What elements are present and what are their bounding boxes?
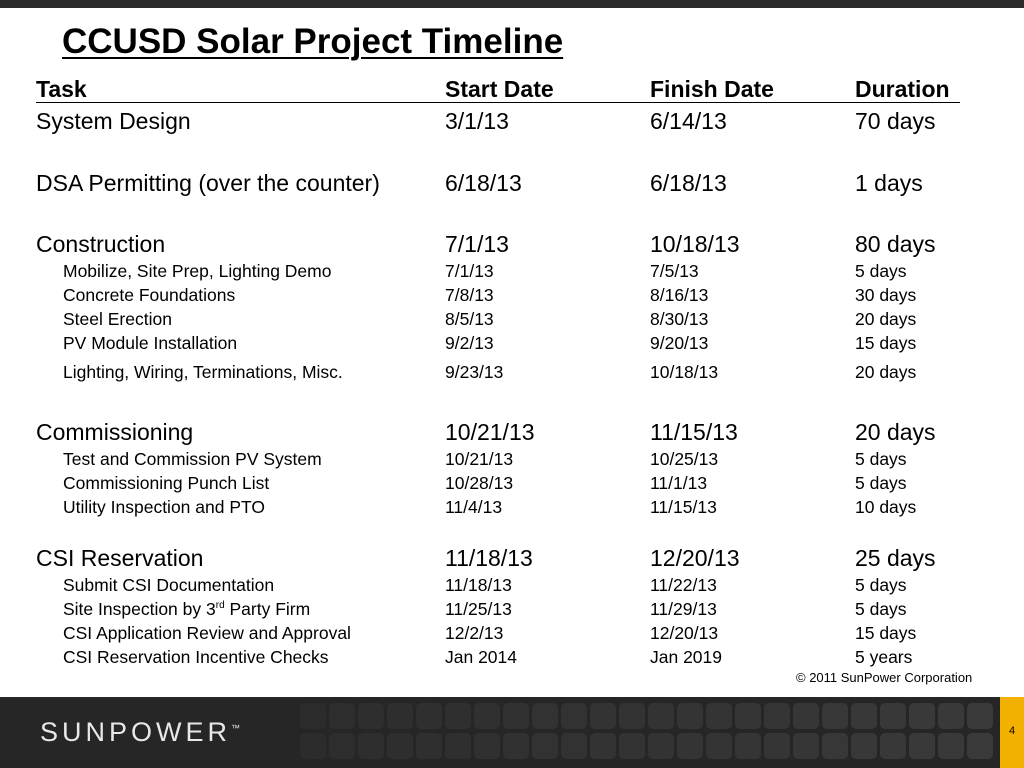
task-cell: DSA Permitting (over the counter) <box>36 170 380 196</box>
task-cell: Commissioning <box>36 419 194 445</box>
solar-cell <box>793 703 819 729</box>
solar-cell <box>532 733 558 759</box>
start-cell: 9/2/13 <box>445 333 494 353</box>
solar-cell <box>677 733 703 759</box>
solar-cell <box>619 733 645 759</box>
solar-cell <box>822 733 848 759</box>
duration-cell: 30 days <box>855 285 917 305</box>
start-cell: 9/23/13 <box>445 362 504 382</box>
start-cell: 7/1/13 <box>445 231 509 257</box>
solar-cell <box>851 733 877 759</box>
solar-cell <box>706 703 732 729</box>
solar-cell <box>764 733 790 759</box>
task-cell: CSI Reservation Incentive Checks <box>63 647 329 667</box>
duration-cell: 5 years <box>855 647 913 667</box>
solar-cell <box>938 733 964 759</box>
finish-cell: 8/30/13 <box>650 309 709 329</box>
solar-cell <box>851 703 877 729</box>
trademark-mark: ™ <box>231 723 241 733</box>
solar-cell <box>938 703 964 729</box>
solar-cell <box>677 703 703 729</box>
header-start-date: Start Date <box>445 76 554 102</box>
duration-cell: 15 days <box>855 623 917 643</box>
start-cell: 12/2/13 <box>445 623 504 643</box>
solar-cell <box>503 733 529 759</box>
task-cell: CSI Reservation <box>36 545 204 571</box>
ordinal-suffix: rd <box>215 600 225 612</box>
solar-cell <box>590 733 616 759</box>
finish-cell: 12/20/13 <box>650 545 740 571</box>
solar-cell <box>822 703 848 729</box>
task-cell: Commissioning Punch List <box>63 473 270 493</box>
finish-cell: 7/5/13 <box>650 261 699 281</box>
duration-cell: 20 days <box>855 419 936 445</box>
start-cell: 7/1/13 <box>445 261 494 281</box>
duration-cell: 20 days <box>855 309 917 329</box>
sunpower-logo <box>40 717 240 748</box>
task-cell: System Design <box>36 108 191 134</box>
solar-cell <box>909 733 935 759</box>
finish-cell: Jan 2019 <box>650 647 723 667</box>
solar-cell <box>735 703 761 729</box>
task-cell: PV Module Installation <box>63 333 238 353</box>
duration-cell: 5 days <box>855 261 907 281</box>
page-number-tab <box>1000 697 1024 768</box>
solar-cell <box>532 703 558 729</box>
start-cell: 10/21/13 <box>445 449 514 469</box>
start-cell: 11/18/13 <box>445 575 512 595</box>
solar-cell <box>793 733 819 759</box>
start-cell: 7/8/13 <box>445 285 494 305</box>
start-cell: 11/4/13 <box>445 497 503 517</box>
finish-cell: 11/15/13 <box>650 497 717 517</box>
header-duration: Duration <box>855 76 950 102</box>
task-cell: Concrete Foundations <box>63 285 236 305</box>
solar-cell <box>561 733 587 759</box>
finish-cell: 6/14/13 <box>650 108 727 134</box>
duration-cell: 80 days <box>855 231 936 257</box>
solar-cell <box>416 703 442 729</box>
solar-cell <box>561 703 587 729</box>
task-cell: Utility Inspection and PTO <box>63 497 265 517</box>
solar-cell <box>329 733 355 759</box>
task-cell: Lighting, Wiring, Terminations, Misc. <box>63 362 343 382</box>
task-text-suffix: Party Firm <box>224 599 311 619</box>
finish-cell: 8/16/13 <box>650 285 709 305</box>
task-cell: Steel Erection <box>63 309 172 329</box>
finish-cell: 11/15/13 <box>650 419 738 445</box>
duration-cell: 15 days <box>855 333 917 353</box>
start-cell: 8/5/13 <box>445 309 494 329</box>
finish-cell: 11/29/13 <box>650 599 717 619</box>
logo-text: SUNPOWER <box>40 717 232 747</box>
start-cell: 10/21/13 <box>445 419 535 445</box>
duration-cell: 5 days <box>855 473 907 493</box>
task-cell: Test and Commission PV System <box>63 449 322 469</box>
solar-cell <box>387 733 413 759</box>
duration-cell: 5 days <box>855 449 907 469</box>
start-cell: Jan 2014 <box>445 647 518 667</box>
duration-cell: 5 days <box>855 599 907 619</box>
page-title: CCUSD Solar Project Timeline <box>62 22 564 61</box>
solar-cell <box>358 703 384 729</box>
solar-cell <box>329 703 355 729</box>
start-cell: 6/18/13 <box>445 170 522 196</box>
solar-cell <box>590 703 616 729</box>
start-cell: 3/1/13 <box>445 108 509 134</box>
header-task: Task <box>36 76 87 102</box>
solar-cell <box>880 703 906 729</box>
finish-cell: 10/18/13 <box>650 362 719 382</box>
start-cell: 11/25/13 <box>445 599 512 619</box>
solar-cell <box>909 703 935 729</box>
duration-cell: 20 days <box>855 362 917 382</box>
solar-cell <box>764 703 790 729</box>
solar-cell <box>735 733 761 759</box>
solar-cell <box>967 703 993 729</box>
solar-cell <box>300 733 326 759</box>
start-cell: 11/18/13 <box>445 545 533 571</box>
solar-cell <box>358 733 384 759</box>
solar-cell <box>706 733 732 759</box>
finish-cell: 11/1/13 <box>650 473 708 493</box>
solar-cell <box>648 733 674 759</box>
duration-cell: 5 days <box>855 575 907 595</box>
finish-cell: 10/25/13 <box>650 449 719 469</box>
solar-cell <box>648 703 674 729</box>
solar-cell-pattern <box>300 703 1000 763</box>
solar-cell <box>474 733 500 759</box>
task-cell: Submit CSI Documentation <box>63 575 275 595</box>
solar-cell <box>416 733 442 759</box>
solar-cell <box>445 733 471 759</box>
solar-cell <box>445 703 471 729</box>
start-cell: 10/28/13 <box>445 473 514 493</box>
task-cell: Construction <box>36 231 166 257</box>
timeline-table <box>36 0 996 700</box>
finish-cell: 11/22/13 <box>650 575 717 595</box>
solar-cell <box>880 733 906 759</box>
task-cell <box>63 599 310 620</box>
solar-cell <box>300 703 326 729</box>
solar-cell <box>967 733 993 759</box>
solar-cell <box>619 703 645 729</box>
finish-cell: 6/18/13 <box>650 170 727 196</box>
duration-cell: 1 days <box>855 170 923 196</box>
duration-cell: 25 days <box>855 545 936 571</box>
solar-cell <box>503 703 529 729</box>
finish-cell: 12/20/13 <box>650 623 719 643</box>
task-text: Site Inspection by 3 <box>63 599 216 619</box>
footer-bar <box>0 697 1024 768</box>
solar-cell <box>387 703 413 729</box>
task-cell: CSI Application Review and Approval <box>63 623 351 643</box>
finish-cell: 10/18/13 <box>650 231 740 257</box>
task-cell: Mobilize, Site Prep, Lighting Demo <box>63 261 332 281</box>
page-number: 4 <box>1008 725 1016 737</box>
finish-cell: 9/20/13 <box>650 333 709 353</box>
copyright-notice: © 2011 SunPower Corporation <box>796 670 973 685</box>
solar-cell <box>474 703 500 729</box>
duration-cell: 10 days <box>855 497 917 517</box>
duration-cell: 70 days <box>855 108 936 134</box>
header-finish-date: Finish Date <box>650 76 774 102</box>
